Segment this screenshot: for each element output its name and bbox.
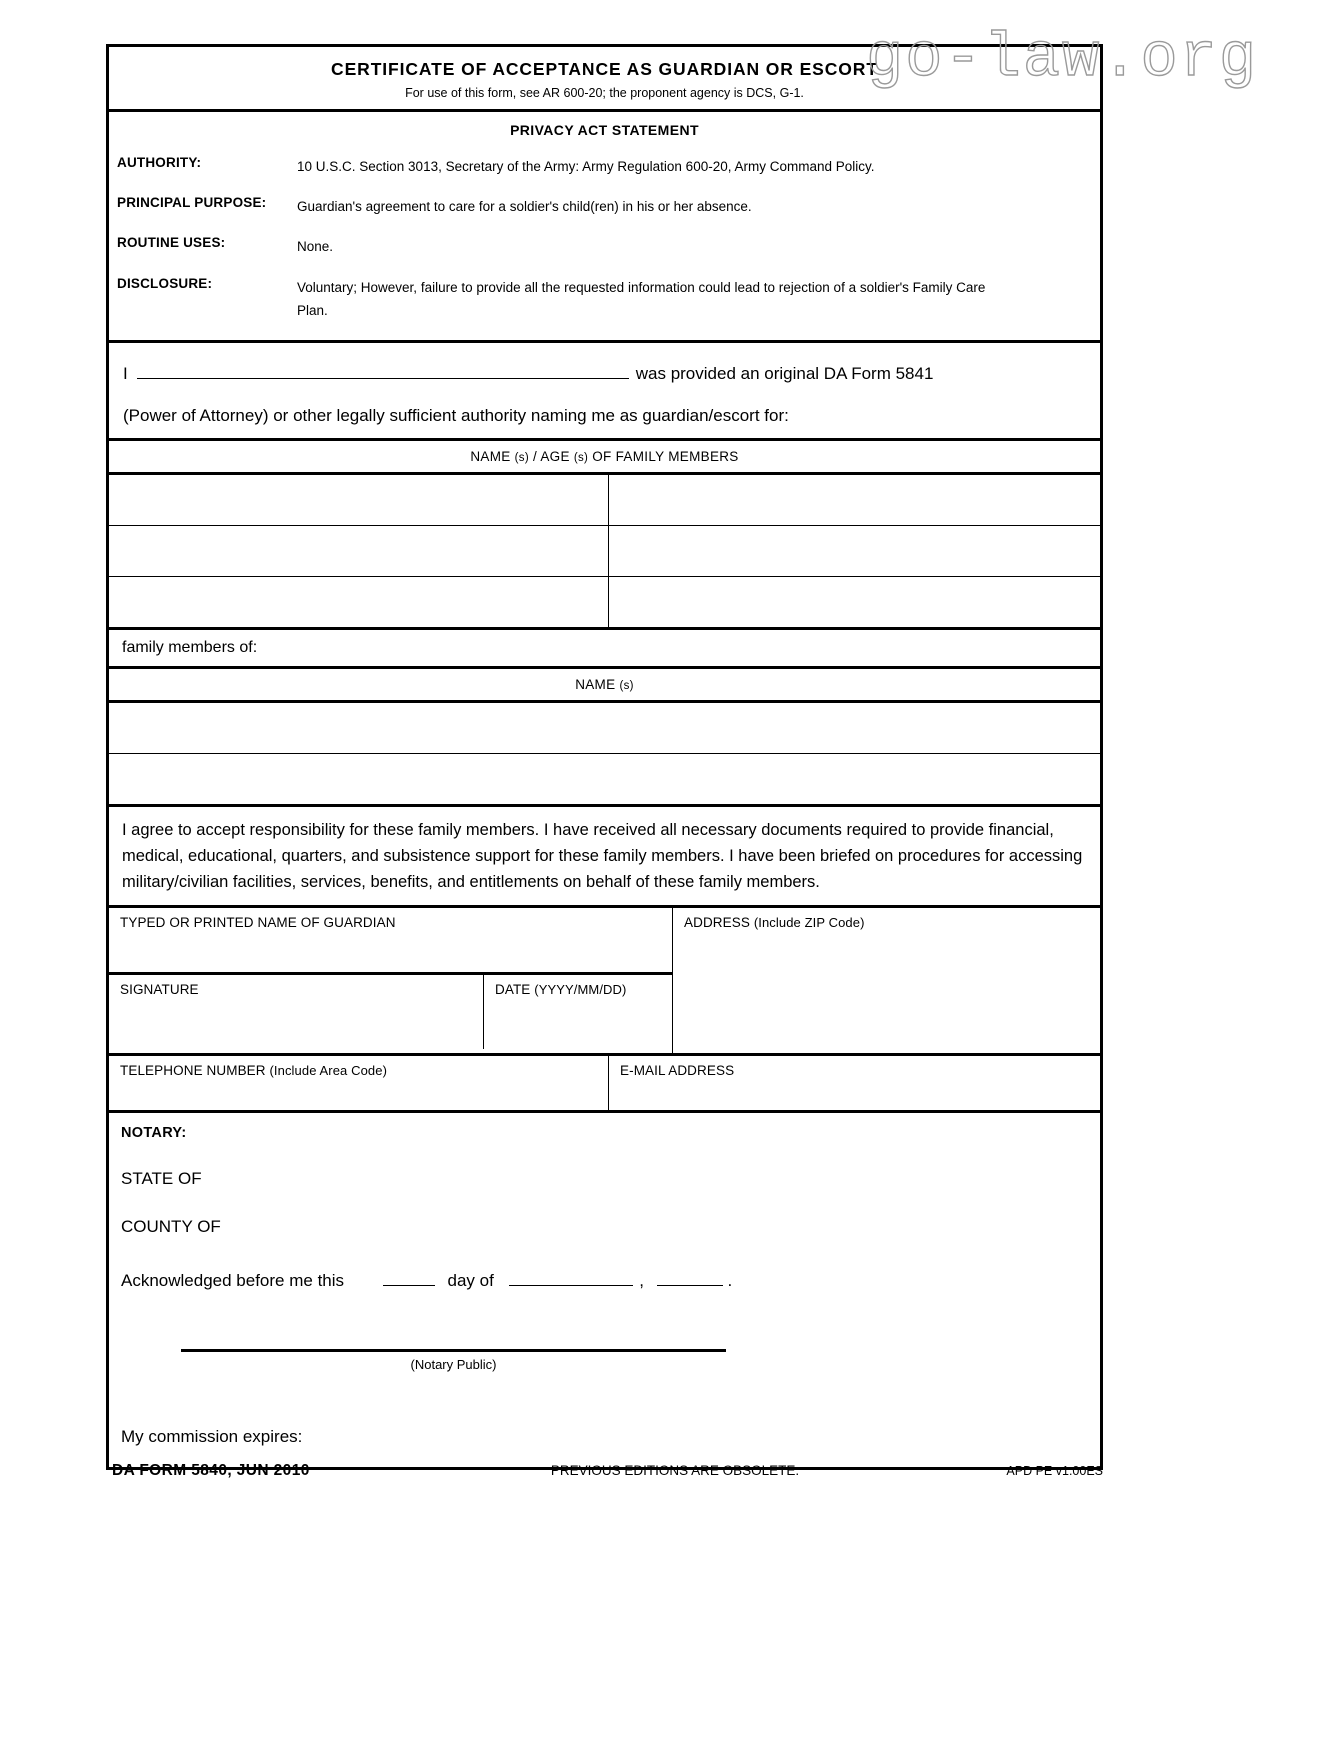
family-members-row-1: [109, 472, 1100, 525]
guardian-name-blank[interactable]: [137, 359, 629, 379]
privacy-act-section: [109, 109, 1100, 340]
notary-public-signature-line[interactable]: [181, 1349, 726, 1352]
address-field[interactable]: [673, 908, 1100, 1053]
date-label-format: (YYYY/MM/DD): [534, 982, 627, 998]
acknowledgment-day-of: day of: [447, 1271, 494, 1291]
names-header-s: (s): [619, 680, 634, 693]
previous-editions-notice: PREVIOUS EDITIONS ARE OBSOLETE.: [550, 1463, 800, 1478]
acknowledgment-year-blank[interactable]: [657, 1270, 723, 1286]
declaration-line-2: (Power of Attorney) or other legally sufficient authority naming me as guardian/escort for:: [123, 406, 789, 426]
disclosure-label: DISCLOSURE:: [117, 275, 213, 291]
date-label: [484, 975, 672, 997]
names-header-name: NAME: [575, 677, 616, 693]
acknowledgment-comma: ,: [639, 1271, 645, 1291]
family-header-name: NAME: [470, 449, 511, 465]
family-header-age: / AGE: [533, 449, 570, 465]
family-members-row-3: [109, 576, 1100, 627]
address-label-text: ADDRESS: [684, 915, 750, 931]
signature-block: [109, 905, 1100, 1053]
authority-label: AUTHORITY:: [117, 155, 202, 170]
names-row-1[interactable]: [109, 700, 1100, 753]
principal-purpose-label: PRINCIPAL PURPOSE:: [117, 195, 267, 211]
commission-expires-line[interactable]: My commission expires:: [121, 1427, 303, 1447]
telephone-label-text: TELEPHONE NUMBER: [120, 1063, 266, 1079]
family-row-1-age-cell[interactable]: [609, 475, 1100, 525]
privacy-act-row-principal-purpose: [109, 195, 1100, 218]
routine-uses-value: None.: [297, 239, 334, 255]
guardian-name-field[interactable]: [109, 908, 672, 972]
telephone-label: [109, 1056, 608, 1078]
email-field[interactable]: [609, 1056, 1100, 1110]
county-of-line[interactable]: COUNTY OF: [121, 1217, 221, 1237]
email-label: E-MAIL ADDRESS: [620, 1063, 735, 1079]
form-header: [109, 47, 1100, 109]
contact-row: [109, 1053, 1100, 1110]
watermark-text: go-law.org: [866, 23, 1259, 94]
declaration-after-blank: was provided an original DA Form 5841: [635, 364, 934, 384]
acknowledgment-day-blank[interactable]: [383, 1270, 435, 1286]
family-members-table-header: [109, 438, 1100, 472]
state-of-line[interactable]: STATE OF: [121, 1169, 202, 1189]
agreement-paragraph: I agree to accept responsibility for these family members. I have received all necessary documents required to provide financial, medical, educational, quarters, and subsistence support for these family members. I have been briefed on procedures for accessing military/civilian facilities, services, benefits, and entitlements on behalf of these family members.: [109, 804, 1100, 905]
notary-public-caption: (Notary Public): [410, 1357, 497, 1373]
signature-label: SIGNATURE: [120, 982, 199, 998]
declaration-section: [109, 340, 1100, 438]
date-label-text: DATE: [495, 982, 531, 998]
family-header-of-family-members: OF FAMILY MEMBERS: [592, 449, 739, 465]
signature-field[interactable]: [109, 975, 484, 1049]
family-row-1-name-cell[interactable]: [109, 475, 609, 525]
address-label: [673, 908, 1100, 930]
declaration-lead: I: [123, 364, 128, 384]
notary-public-signature-area: [109, 1349, 1100, 1372]
guardian-name-label: TYPED OR PRINTED NAME OF GUARDIAN: [120, 915, 396, 931]
family-row-2-age-cell[interactable]: [609, 526, 1100, 576]
privacy-act-row-disclosure: [109, 276, 1100, 322]
authority-value: 10 U.S.C. Section 3013, Secretary of the Army: Army Regulation 600-20, Army Command Policy.: [297, 159, 875, 174]
apd-version: APD PE v1.00ES: [1006, 1464, 1103, 1478]
names-table-header: [109, 666, 1100, 700]
date-field[interactable]: [484, 975, 672, 1049]
privacy-act-row-authority: [109, 155, 1100, 178]
family-row-3-age-cell[interactable]: [609, 577, 1100, 627]
family-members-of-label: family members of:: [109, 627, 1100, 666]
acknowledgment-period: .: [727, 1271, 733, 1291]
signature-date-row: [109, 972, 672, 1049]
signature-left-column: [109, 908, 673, 1053]
form-subtitle: For use of this form, see AR 600-20; the proponent agency is DCS, G-1.: [405, 86, 804, 100]
privacy-act-title: PRIVACY ACT STATEMENT: [510, 122, 699, 138]
privacy-act-row-routine-uses: [109, 235, 1100, 258]
names-row-2[interactable]: [109, 753, 1100, 804]
notary-section: [109, 1110, 1100, 1467]
disclosure-value: Voluntary; However, failure to provide all the requested information could lead to rejection of a soldier's Family Care Plan.: [297, 279, 986, 318]
acknowledgment-line: [109, 1270, 1100, 1291]
form-number: DA FORM 5840, JUN 2010: [112, 1462, 310, 1479]
da-form-5840: [106, 44, 1103, 1470]
notary-title: NOTARY:: [121, 1125, 187, 1142]
form-title: CERTIFICATE OF ACCEPTANCE AS GUARDIAN OR ESCORT: [331, 59, 878, 79]
principal-purpose-value: Guardian's agreement to care for a soldier's child(ren) in his or her absence.: [297, 199, 752, 215]
family-members-row-2: [109, 525, 1100, 576]
address-label-hint: (Include ZIP Code): [753, 915, 865, 931]
family-header-name-s: (s): [514, 452, 529, 465]
family-row-2-name-cell[interactable]: [109, 526, 609, 576]
telephone-label-hint: (Include Area Code): [269, 1063, 388, 1079]
acknowledgment-month-blank[interactable]: [509, 1270, 633, 1286]
acknowledgment-lead: Acknowledged before me this: [121, 1271, 345, 1291]
routine-uses-label: ROUTINE USES:: [117, 235, 226, 251]
telephone-field[interactable]: [109, 1056, 609, 1110]
declaration-line-1: [123, 359, 1100, 384]
family-row-3-name-cell[interactable]: [109, 577, 609, 627]
family-header-age-s: (s): [573, 452, 589, 465]
